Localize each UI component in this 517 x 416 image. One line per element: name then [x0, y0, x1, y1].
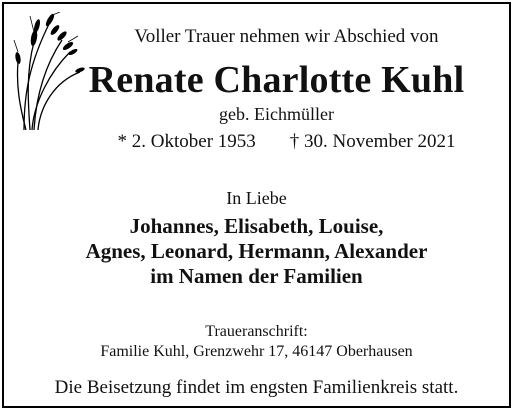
life-dates [64, 131, 509, 153]
mourners-line: Agnes, Leonard, Hermann, Alexander [85, 239, 428, 263]
mourners-line: im Namen der Familien [150, 264, 363, 288]
love-title: In Liebe [226, 188, 287, 208]
mourning-address: Familie Kuhl, Grenzwehr 17, 46147 Oberhausen [100, 343, 413, 360]
intro-text: Voller Trauer nehmen wir Abschied von [134, 26, 439, 47]
maiden-name: geb. Eichmüller [219, 104, 334, 124]
deceased-name: Renate Charlotte Kuhl [88, 59, 465, 101]
address-title: Traueranschrift: [205, 323, 308, 340]
obituary-card [2, 2, 511, 408]
death-date: † 30. November 2021 [289, 131, 456, 152]
mourners-line: Johannes, Elisabeth, Louise, [129, 214, 384, 238]
mourners-list [4, 214, 509, 289]
birth-date: * 2. Oktober 1953 [117, 131, 256, 152]
burial-note: Die Beisetzung findet im engsten Familienkreis statt. [54, 377, 459, 398]
